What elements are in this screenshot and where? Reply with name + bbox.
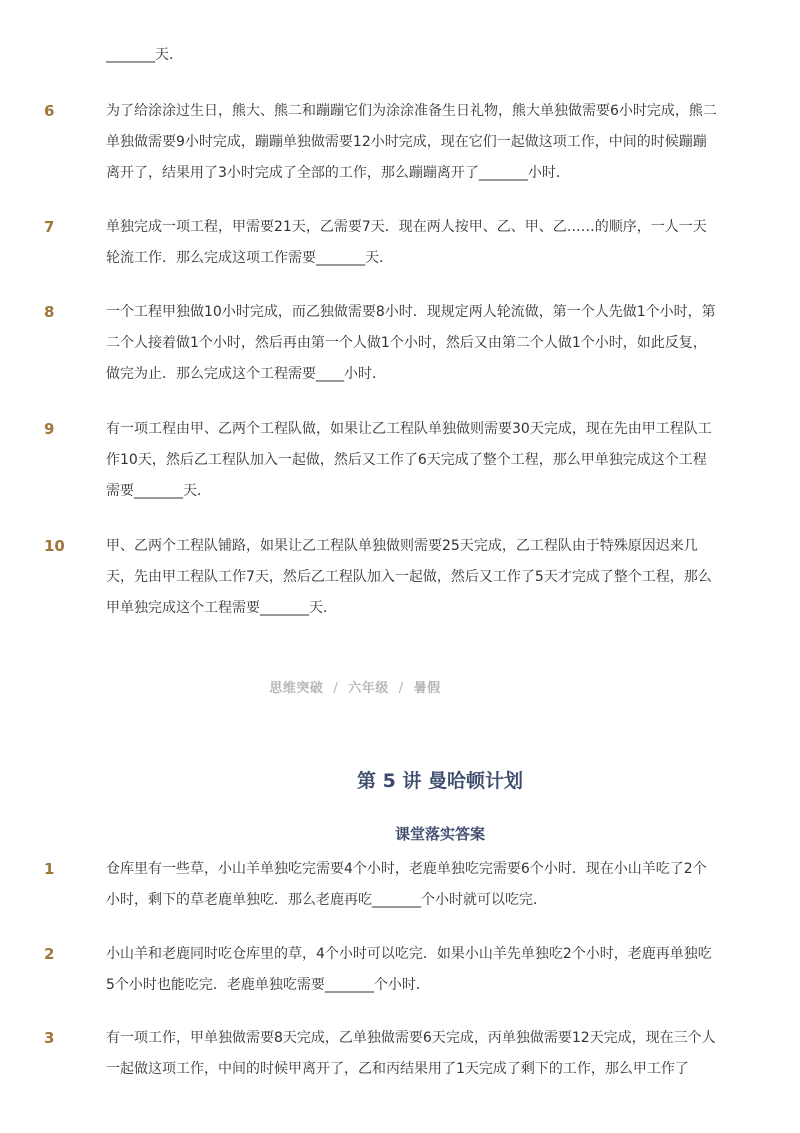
problem-text: 仓库里有一些草，小山羊单独吃完需要4个小时，老鹿单独吃完需要6个小时．现在小山羊吃了2个小时，剩下的草老鹿单独吃．那么老鹿再吃_______个小时就可以吃完． [106,861,707,908]
footer-book-title: 思维突破 [269,681,324,696]
problem-number: 6 [44,102,55,120]
problem-number: 2 [44,945,55,963]
problem-number: 3 [44,1029,55,1047]
footer-separator: / [333,681,339,696]
problem-number: 1 [44,860,55,878]
page-footer [0,677,710,696]
problem-number: 8 [44,303,55,321]
footer-term: 暑假 [413,681,441,696]
problem-text: 为了给涂涂过生日，熊大、熊二和蹦蹦它们为涂涂准备生日礼物，熊大单独做需要6小时完成，熊二单独做需要9小时完成，蹦蹦单独做需要12小时完成，现在它们一起做这项工作，中间的时候蹦蹦离开了，结果用了3小时完成了全部的工作，那么蹦蹦离开了_______小时． [106,103,717,181]
problem-text: 甲、乙两个工程队铺路，如果让乙工程队单独做则需要25天完成，乙工程队由于特殊原因迟来几天，先由甲工程队工作7天，然后乙工程队加入一起做，然后又工作了5天才完成了整个工程，那么甲单独完成这个工程需要_______天． [106,538,712,616]
problem-text: 有一项工作，甲单独做需要8天完成，乙单独做需要6天完成，丙单独做需要12天完成，现在三个人一起做这项工作，中间的时候甲离开了，乙和丙结果用了1天完成了剩下的工作，那么甲工作了 [106,1030,716,1077]
footer-separator: / [398,681,404,696]
footer-grade: 六年级 [348,681,389,696]
problem-text: 小山羊和老鹿同时吃仓库里的草，4个小时可以吃完．如果小山羊先单独吃2个小时，老鹿再单独吃5个小时也能吃完．老鹿单独吃需要_______个小时． [106,946,712,993]
problem-number: 7 [44,218,55,236]
continuation-text: _______天． [106,47,183,63]
lesson-title: 第 5 讲 曼哈顿计划 [356,770,524,792]
problem-number: 10 [44,537,65,555]
problem-number: 9 [44,420,55,438]
section-title: 课堂落实答案 [394,825,485,843]
problem-text: 有一项工程由甲、乙两个工程队做，如果让乙工程队单独做则需要30天完成，现在先由甲工程队工作10天，然后乙工程队加入一起做，然后又工作了6天完成了整个工程，那么甲单独完成这个工程需要_______天． [106,421,712,499]
problem-text: 单独完成一项工程，甲需要21天，乙需要7天．现在两人按甲、乙、甲、乙……的顺序，一人一天轮流工作．那么完成这项工作需要_______天． [106,219,707,266]
problem-text: 一个工程甲独做10小时完成，而乙独做需要8小时．现规定两人轮流做，第一个人先做1个小时，第二个人接着做1个小时，然后再由第一个人做1个小时，然后又由第二个人做1个小时，如此反复，做完为止．那么完成这个工程需要____小时． [106,304,716,382]
